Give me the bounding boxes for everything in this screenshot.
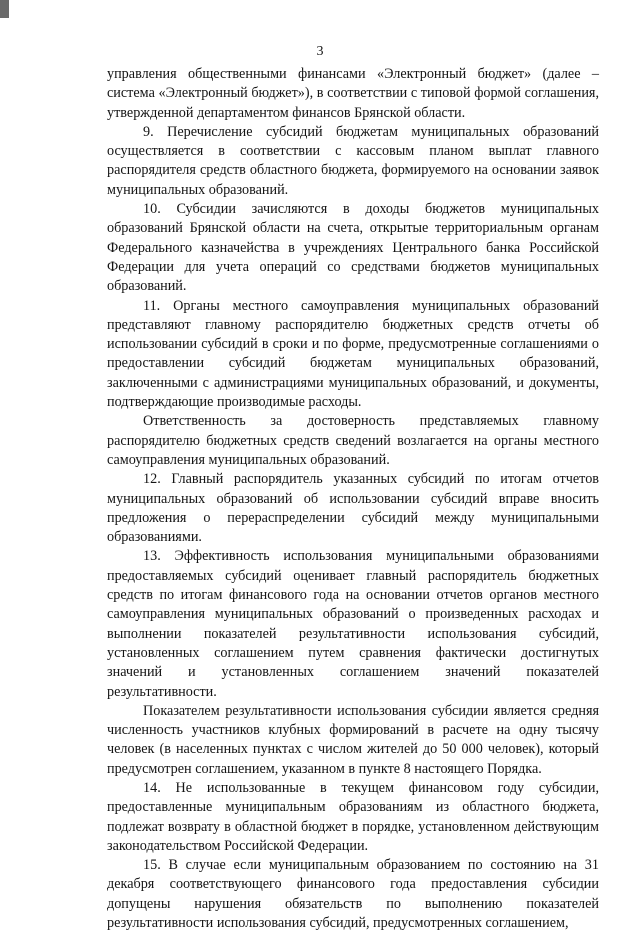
paragraph-responsibility: Ответственность за достоверность представляемых главному распорядителю бюджетных средств сведений возлагается на органы местного самоуправления муниципальных образований. [107,413,599,468]
page-number: 3 [316,44,324,59]
paragraph-item-14: 14. Не использованные в текущем финансовом году субсидии, предоставленные муниципальным образованиям из областного бюджета, подлежат возврату в областной бюджет в порядке, установленном действующим законодательством Российской Федерации. [107,779,599,854]
paragraph-performance-indicator: Показателем результативности использования субсидии является средняя численность участников клубных формирований в расчете на одну тысячу человек (в населенных пунктах с числом жителей до 50 000 человек), который предусмотрен соглашением, указанном в пункте 8 настоящего Порядка. [107,702,599,777]
paragraph-continuation: управления общественными финансами «Электронный бюджет» (далее – система «Электронный бюджет»), в соответствии с типовой формой соглашения, утвержденной департаментом финансов Брянской области. [107,66,599,121]
paragraph-item-9: 9. Перечисление субсидий бюджетам муниципальных образований осуществляется в соответствии с кассовым планом выплат главного распорядителя средств областного бюджета, формируемого на основании заявок муниципальных образований. [107,123,599,198]
paragraph-item-10: 10. Субсидии зачисляются в доходы бюджетов муниципальных образований Брянской области на счета, открытые территориальным органам Федерального казначейства в учреждениях Центрального банка Российской Федерации для учета операций со средствами бюджетов муниципальных образований. [107,201,599,295]
paragraph-item-12: 12. Главный распорядитель указанных субсидий по итогам отчетов муниципальных образований об использовании субсидий вправе вносить предложения о перераспределении субсидий между муниципальными образованиями. [107,471,599,546]
document-body [107,65,599,933]
paragraph-item-15: 15. В случае если муниципальным образованием по состоянию на 31 декабря соответствующего финансового года предоставления субсидии допущены нарушения обязательств по выполнению показателей результативности использования субсидий, предусмотренных соглашением, [107,857,599,932]
paragraph-item-11: 11. Органы местного самоуправления муниципальных образований представляют главному распорядителю бюджетных средств отчеты об использовании субсидий в сроки и по форме, предусмотренные соглашениями о предоставлении субсидий бюджетам муниципальных образований, заключенными с администрациями муниципальных образований, и документы, подтверждающие производимые расходы. [107,297,599,411]
scan-corner-mark [0,0,9,18]
paragraph-item-13: 13. Эффективность использования муниципальными образованиями предоставляемых субсидий оценивает главный распорядитель бюджетных средств по итогам финансового года на основании отчетов органов местного самоуправления муниципальных образований о произведенных расходах и выполнении показателей результативности использования субсидий, установленных соглашением путем сравнения фактически достигнутых значений и установленных соглашением значений показателей результативности. [107,548,599,700]
